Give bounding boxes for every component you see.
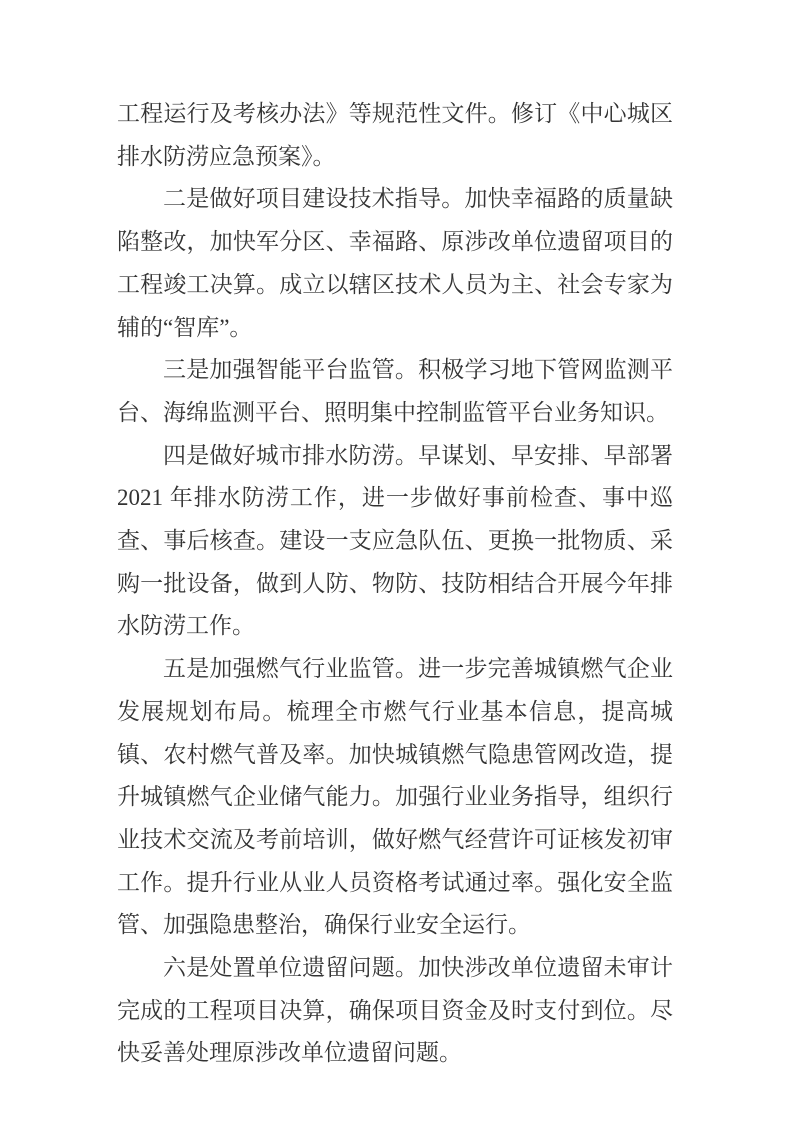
- paragraph: 六是处置单位遗留问题。加快涉改单位遗留未审计完成的工程项目决算，确保项目资金及时支付到位。尽快妥善处理原涉改单位遗留问题。: [117, 955, 673, 1066]
- paragraph: 五是加强燃气行业监管。进一步完善城镇燃气企业发展规划布局。梳理全市燃气行业基本信息，提高城镇、农村燃气普及率。加快城镇燃气隐患管网改造，提升城镇燃气企业储气能力。加强行业业务指导，组织行业技术交流及考前培训，做好燃气经营许可证核发初审工作。提升行业从业人员资格考试通过率。强化安全监管、加强隐患整治，确保行业安全运行。: [117, 656, 673, 938]
- document-body: [117, 93, 673, 1075]
- paragraph: 工程运行及考核办法》等规范性文件。修订《中心城区排水防涝应急预案》。: [117, 101, 673, 169]
- paragraph: 三是加强智能平台监管。积极学习地下管网监测平台、海绵监测平台、照明集中控制监管平台业务知识。: [117, 357, 673, 425]
- paragraph: 二是做好项目建设技术指导。加快幸福路的质量缺陷整改，加快军分区、幸福路、原涉改单位遗留项目的工程竣工决算。成立以辖区技术人员为主、社会专家为辅的“智库”。: [117, 186, 673, 340]
- paragraph: 四是做好城市排水防涝。早谋划、早安排、早部署 2021 年排水防涝工作，进一步做好事前检查、事中巡查、事后核查。建设一支应急队伍、更换一批物质、采购一批设备，做到人防、物防、技防相结合开展今年排水防涝工作。: [117, 442, 673, 639]
